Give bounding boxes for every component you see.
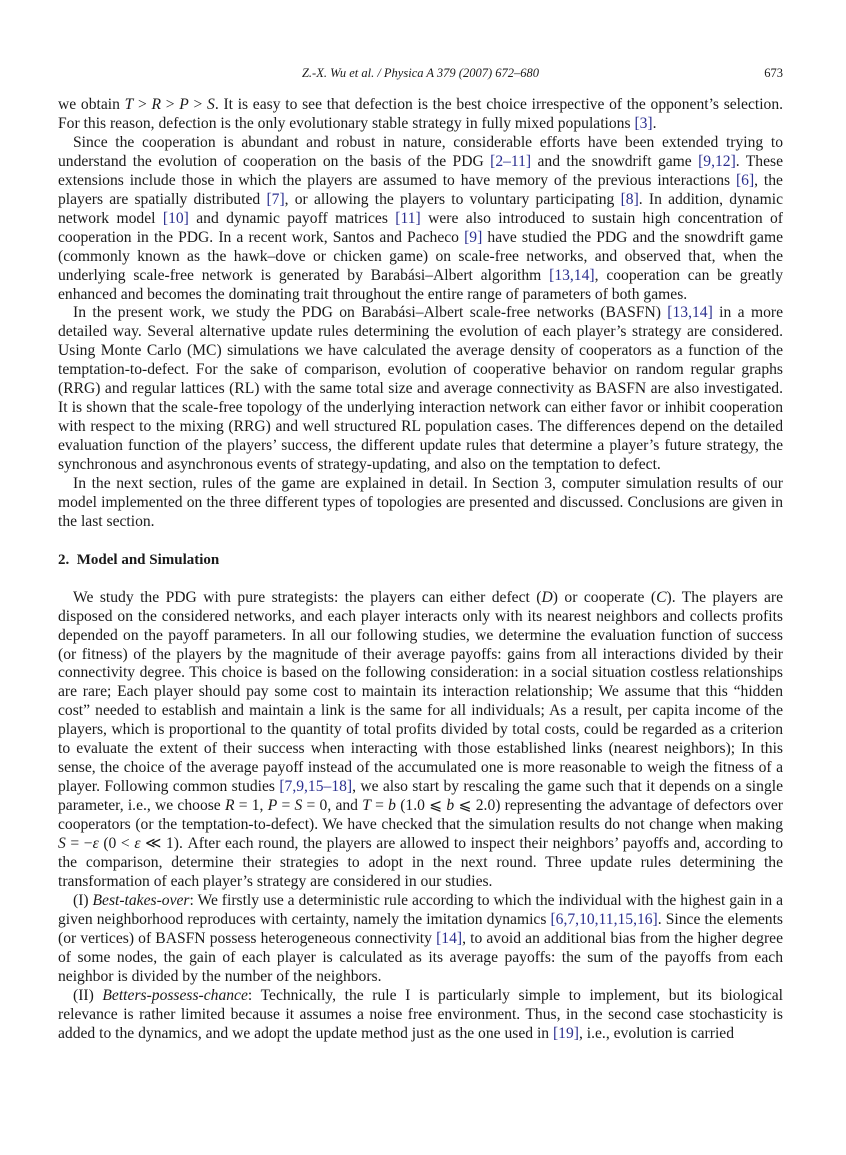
paragraph: We study the PDG with pure strategists: the players can either defect (D) or cooperate (C). The players are disposed on the considered networks, and each player interacts only with its nearest neighbors and collects profits depended on the payoff parameters. In all our following studies, we determine the evaluation function of success (or fitness) of the players by the magnitude of their average payoffs: gains from all interactions divided by their connectivity degree. This choice is based on the following consideration: in a social situation costless relationships are rare; Each player should pay some cost to maintain its interaction relationship; We assume that this “hidden cost” needed to establish and maintain a link is the same for all individuals; As a result, per capita income of the players, which is proportional to the quantity of total profits divided by total costs, could be regarded as a criterion to evaluate the extent of their success when interacting with those established links (nearest neighbors); In this sense, the choice of the average payoff instead of the accumulated one is more reasonable to weigh the fitness of a player. Following common studies [7,9,15–18], we also start by rescaling the game such that it depends on a single parameter, i.e., we choose R = 1, P = S = 0, and T = b (1.0 ⩽ b ⩽ 2.0) representing the advantage of defectors over cooperators (or the temptation-to-defect). We have checked that the simulation results do not change when making S = −ε (0 < ε ≪ 1). After each round, the players are allowed to inspect their neighbors’ payoffs and, according to the comparison, determine their strategies to adopt in the next round. Three update rules determining the transformation of each player’s strategy are considered in our studies. bbox=[58, 588, 783, 890]
italic-term: S bbox=[294, 797, 303, 815]
italic-term: b bbox=[446, 797, 455, 815]
reference-link[interactable]: [11] bbox=[395, 209, 421, 227]
reference-link[interactable]: [19] bbox=[552, 1024, 579, 1042]
reference-link[interactable]: [6] bbox=[735, 171, 755, 189]
italic-term: Best-takes-over bbox=[92, 891, 190, 909]
section-number: 2. bbox=[58, 551, 70, 568]
italic-term: R bbox=[224, 797, 235, 815]
reference-link[interactable]: [9] bbox=[464, 228, 483, 246]
reference-link[interactable]: [9,12] bbox=[698, 152, 736, 170]
reference-link[interactable]: [14] bbox=[436, 929, 463, 947]
paragraph: In the next section, rules of the game are explained in detail. In Section 3, computer simulation results of our model implemented on the three different types of topologies are presented and discussed. Conclusions are given in the last section. bbox=[58, 475, 783, 530]
reference-link[interactable]: [13,14] bbox=[667, 304, 713, 322]
reference-link[interactable]: [13,14] bbox=[549, 266, 595, 284]
paragraph: (II) Betters-possess-chance: Technically, the rule I is particularly simple to implement, but its biological relevance is rather limited because it assumes a noise free environment. Thus, in the second case stochasticity is added to the dynamics, and we adopt the update method just as the one used in [19], i.e., evolution is carried bbox=[58, 986, 783, 1042]
italic-term: Betters-possess-chance bbox=[102, 986, 248, 1004]
italic-term: S bbox=[207, 96, 215, 113]
paragraph: we obtain T > R > P > S. It is easy to see that defection is the best choice irrespective of the opponent’s selection. For this reason, defection is the only evolutionary stable strategy in fully mixed populations [3]. bbox=[58, 96, 784, 132]
paragraph: In the present work, we study the PDG on Barabási–Albert scale-free networks (BASFN) [13,14] in a more detailed way. Several alternative update rules determining the evolution of each player’s strategy are considered. Using Monte Carlo (MC) simulations we have calculated the average density of cooperators as a function of the temptation-to-defect. For the sake of comparison, evolution of cooperative behavior on random regular graphs (RRG) and regular lattices (RL) with the same total size and average connectivity as BASFN are also investigated. It is shown that the scale-free topology of the underlying interaction network can either favor or inhibit cooperation with respect to the mixing (RRG) and well structured RL population cases. The differences depend on the detailed evaluation function of the players’ success, the different update rules that determine a player’s future strategy, the synchronous and asynchronous events of strategy-updating, and also on the temptation to defect. bbox=[58, 304, 783, 474]
section-paragraphs bbox=[58, 589, 783, 1044]
italic-term: T bbox=[362, 797, 371, 815]
intro-paragraphs bbox=[58, 96, 783, 532]
paragraph: (I) Best-takes-over: We firstly use a deterministic rule according to which the individual with the highest gain in a given neighborhood reproduces with certainty, namely the imitation dynamics [6,7,10,11,15,16]. Since the elements (or vertices) of BASFN possess heterogeneous connectivity [14], to avoid an additional bias from the higher degree of some nodes, the gain of each player is calculated as its average payoffs: the sum of the payoffs from each neighbor is divided by the number of the neighbors. bbox=[58, 891, 783, 985]
italic-term: C bbox=[656, 588, 667, 606]
reference-link[interactable]: [6,7,10,11,15,16] bbox=[550, 910, 658, 928]
italic-term: P bbox=[179, 96, 189, 113]
section-heading bbox=[58, 551, 783, 570]
italic-term: ε bbox=[134, 835, 141, 853]
section-title: Model and Simulation bbox=[76, 551, 220, 568]
italic-term: D bbox=[541, 588, 553, 606]
running-head bbox=[58, 66, 783, 86]
reference-link[interactable]: [7] bbox=[266, 190, 285, 208]
italic-term: b bbox=[388, 797, 396, 815]
paragraph: Since the cooperation is abundant and robust in nature, considerable efforts have been extended trying to understand the evolution of cooperation on the basis of the PDG [2–11] and the snowdrift game [9,12]. These extensions include those in which the players are assumed to have memory of the previous interactions [6], the players are spatially distributed [7], or allowing the players to voluntary participating [8]. In addition, dynamic network model [10] and dynamic payoff matrices [11] were also introduced to sustain high concentration of cooperation in the PDG. In a recent work, Santos and Pacheco [9] have studied the PDG and the snowdrift game (commonly known as the hawk–dove or chicken game) on scale-free networks, and observed that, when the underlying scale-free network is generated by Barabási–Albert algorithm [13,14], cooperation can be greatly enhanced and becomes the dominating trait throughout the entire range of parameters of both games. bbox=[58, 133, 784, 303]
italic-term: ε bbox=[92, 835, 99, 853]
reference-link[interactable]: [10] bbox=[162, 209, 189, 227]
italic-term: R bbox=[151, 96, 162, 113]
journal-citation: Z.-X. Wu et al. / Physica A 379 (2007) 672–680 bbox=[301, 66, 540, 80]
page-body bbox=[58, 96, 783, 1044]
italic-term: P bbox=[267, 797, 278, 815]
page-number: 673 bbox=[764, 66, 783, 80]
italic-term: S bbox=[58, 835, 66, 853]
reference-link[interactable]: [2–11] bbox=[490, 152, 532, 170]
reference-link[interactable]: [7,9,15–18] bbox=[279, 778, 353, 796]
reference-link[interactable]: [8] bbox=[620, 190, 639, 208]
reference-link[interactable]: [3] bbox=[634, 114, 653, 132]
italic-term: T bbox=[124, 96, 134, 113]
